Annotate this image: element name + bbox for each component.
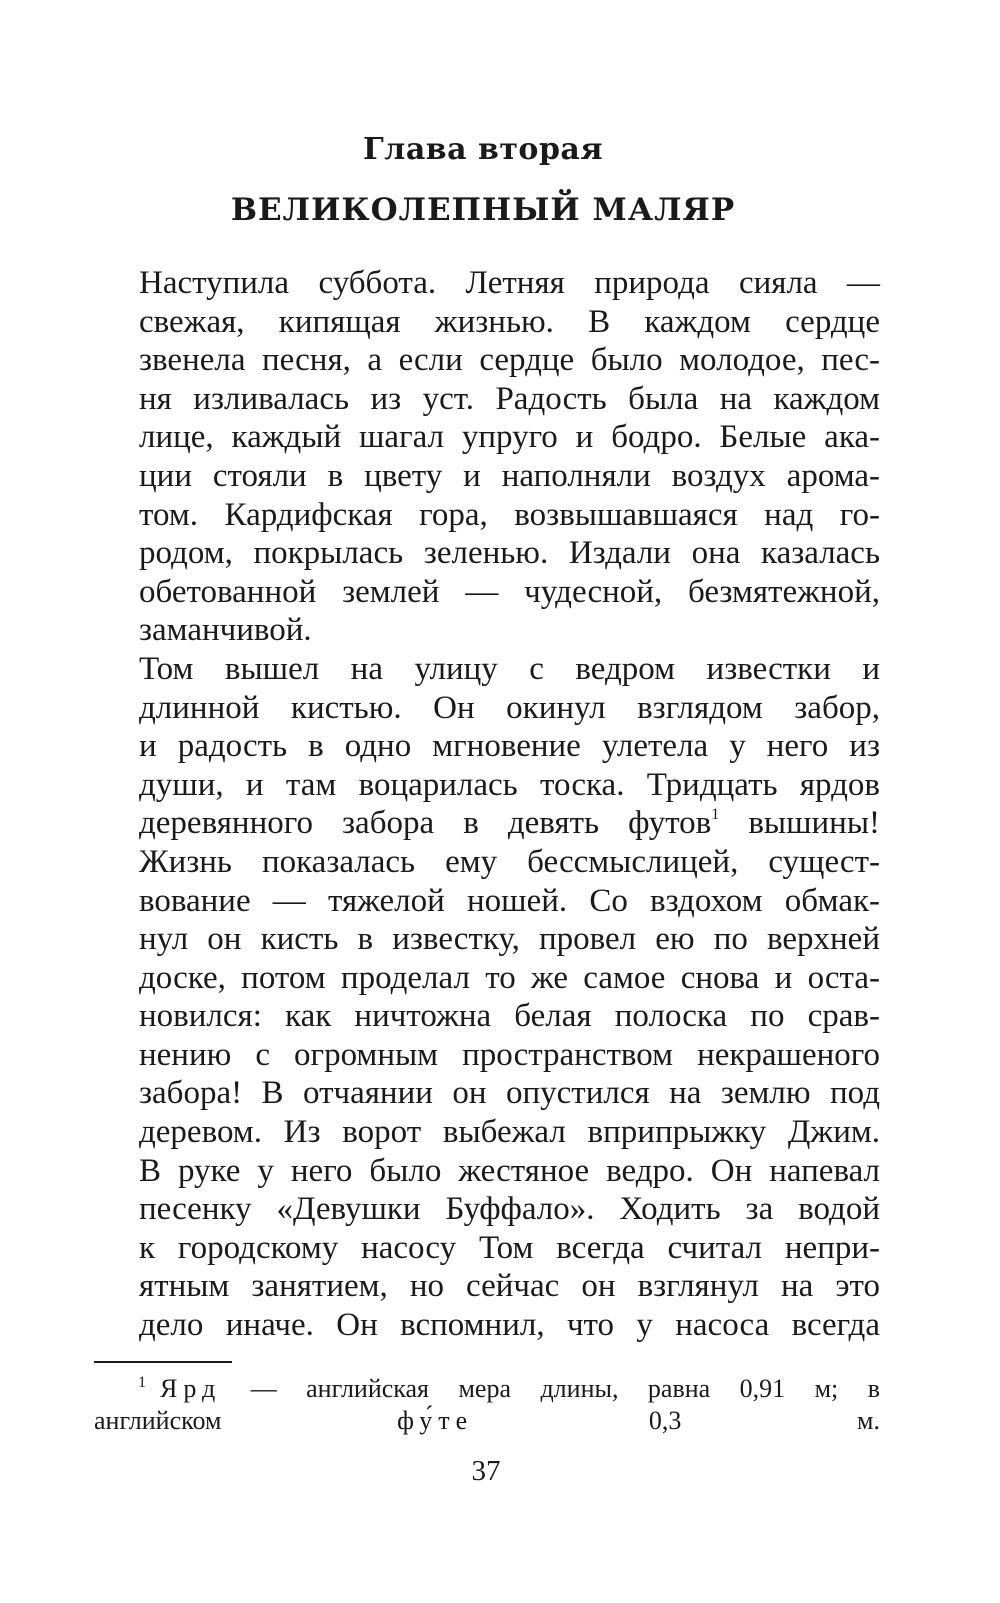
text-line: звенела песня, а если сердце было молодое, пес- [139,342,880,379]
text-line: души, и там воцарилась тоска. Тридцать ярдов [139,766,880,803]
chapter-label: Глава вторая [362,132,604,167]
text-line: новился: как ничтожна белая полоска по срав- [139,998,880,1035]
text-line: обетованной землей — чудесной, безмятежной, [139,573,880,610]
text-line: заманчивой. [139,612,312,649]
text-line: лице, каждый шагал упруго и бодро. Белые ака- [139,419,880,456]
text-line-with-footnote [94,804,880,843]
footnote-term: Ярд [160,1374,222,1403]
text-line: и радость в одно мгновение улетела у него из [139,728,880,765]
text-line: доске, потом проделал то же самое снова и оста- [139,959,880,996]
paragraph-1 [94,264,880,650]
text-line: родом, покрылась зеленью. Издали она казалась [139,535,880,572]
text-line: забора! В отчаянии он опустился на землю под [139,1075,880,1112]
text-line: длинной кистью. Он окинул взглядом забор, [139,689,880,726]
text-line: ции стояли в цвету и наполняли воздух арома- [139,457,880,494]
text-line: песенку «Девушки Буффало». Ходить за водой [139,1191,880,1228]
text-line: нению с огромным пространством некрашеного [139,1036,880,1073]
footnote-reference[interactable]: 1 [711,806,720,824]
text-line: Жизнь показалась ему бессмыслицей, сущест- [139,843,880,880]
text-fragment: вышины! [719,805,880,842]
text-line: деревом. Из ворот выбежал вприпрыжку Джим. [139,1114,880,1151]
text-line: дело иначе. Он вспомнил, что у насоса всегда [139,1307,880,1344]
text-line: нул он кисть в известку, провел ею по верхней [139,921,880,958]
body-text [94,264,880,1345]
text-line: Наступила суббота. Летняя природа сияла — [139,265,880,301]
text-line: ня изливалась из уст. Радость была на каждом [139,380,880,417]
footnote-text: — английская мера длины, равна 0,91 м; в [221,1374,880,1403]
footnote-divider [94,1361,232,1363]
text-line: вование — тяжелой ношей. Со вздохом обмак- [139,882,880,919]
footnote-term: фу́те [397,1406,474,1435]
footnote-line [94,1373,880,1405]
paragraph-2 [94,650,880,1345]
text-line: свежая, кипящая жизнью. В каждом сердце [139,303,880,340]
chapter-title: ВЕЛИКОЛЕПНЫЙ МАЛЯР [230,192,736,228]
text-fragment: деревянного забора в девять футов [139,805,712,842]
text-line: к городскому насосу Том всегда считал непри- [139,1229,880,1266]
page-number: 37 [471,1455,501,1487]
footnote-mark: 1 [138,1374,146,1391]
footnote-text: английском [94,1406,398,1435]
footnote-text: 0,3 м. [473,1406,880,1435]
text-line: Том вышел на улицу с ведром известки и [139,650,880,687]
text-line: том. Кардифская гора, возвышавшаяся над го- [139,496,880,533]
footnote-line [94,1405,880,1437]
text-line: ятным занятием, но сейчас он взглянул на это [139,1268,880,1305]
footnote [94,1373,880,1437]
text-line: В руке у него было жестяное ведро. Он напевал [139,1152,880,1189]
